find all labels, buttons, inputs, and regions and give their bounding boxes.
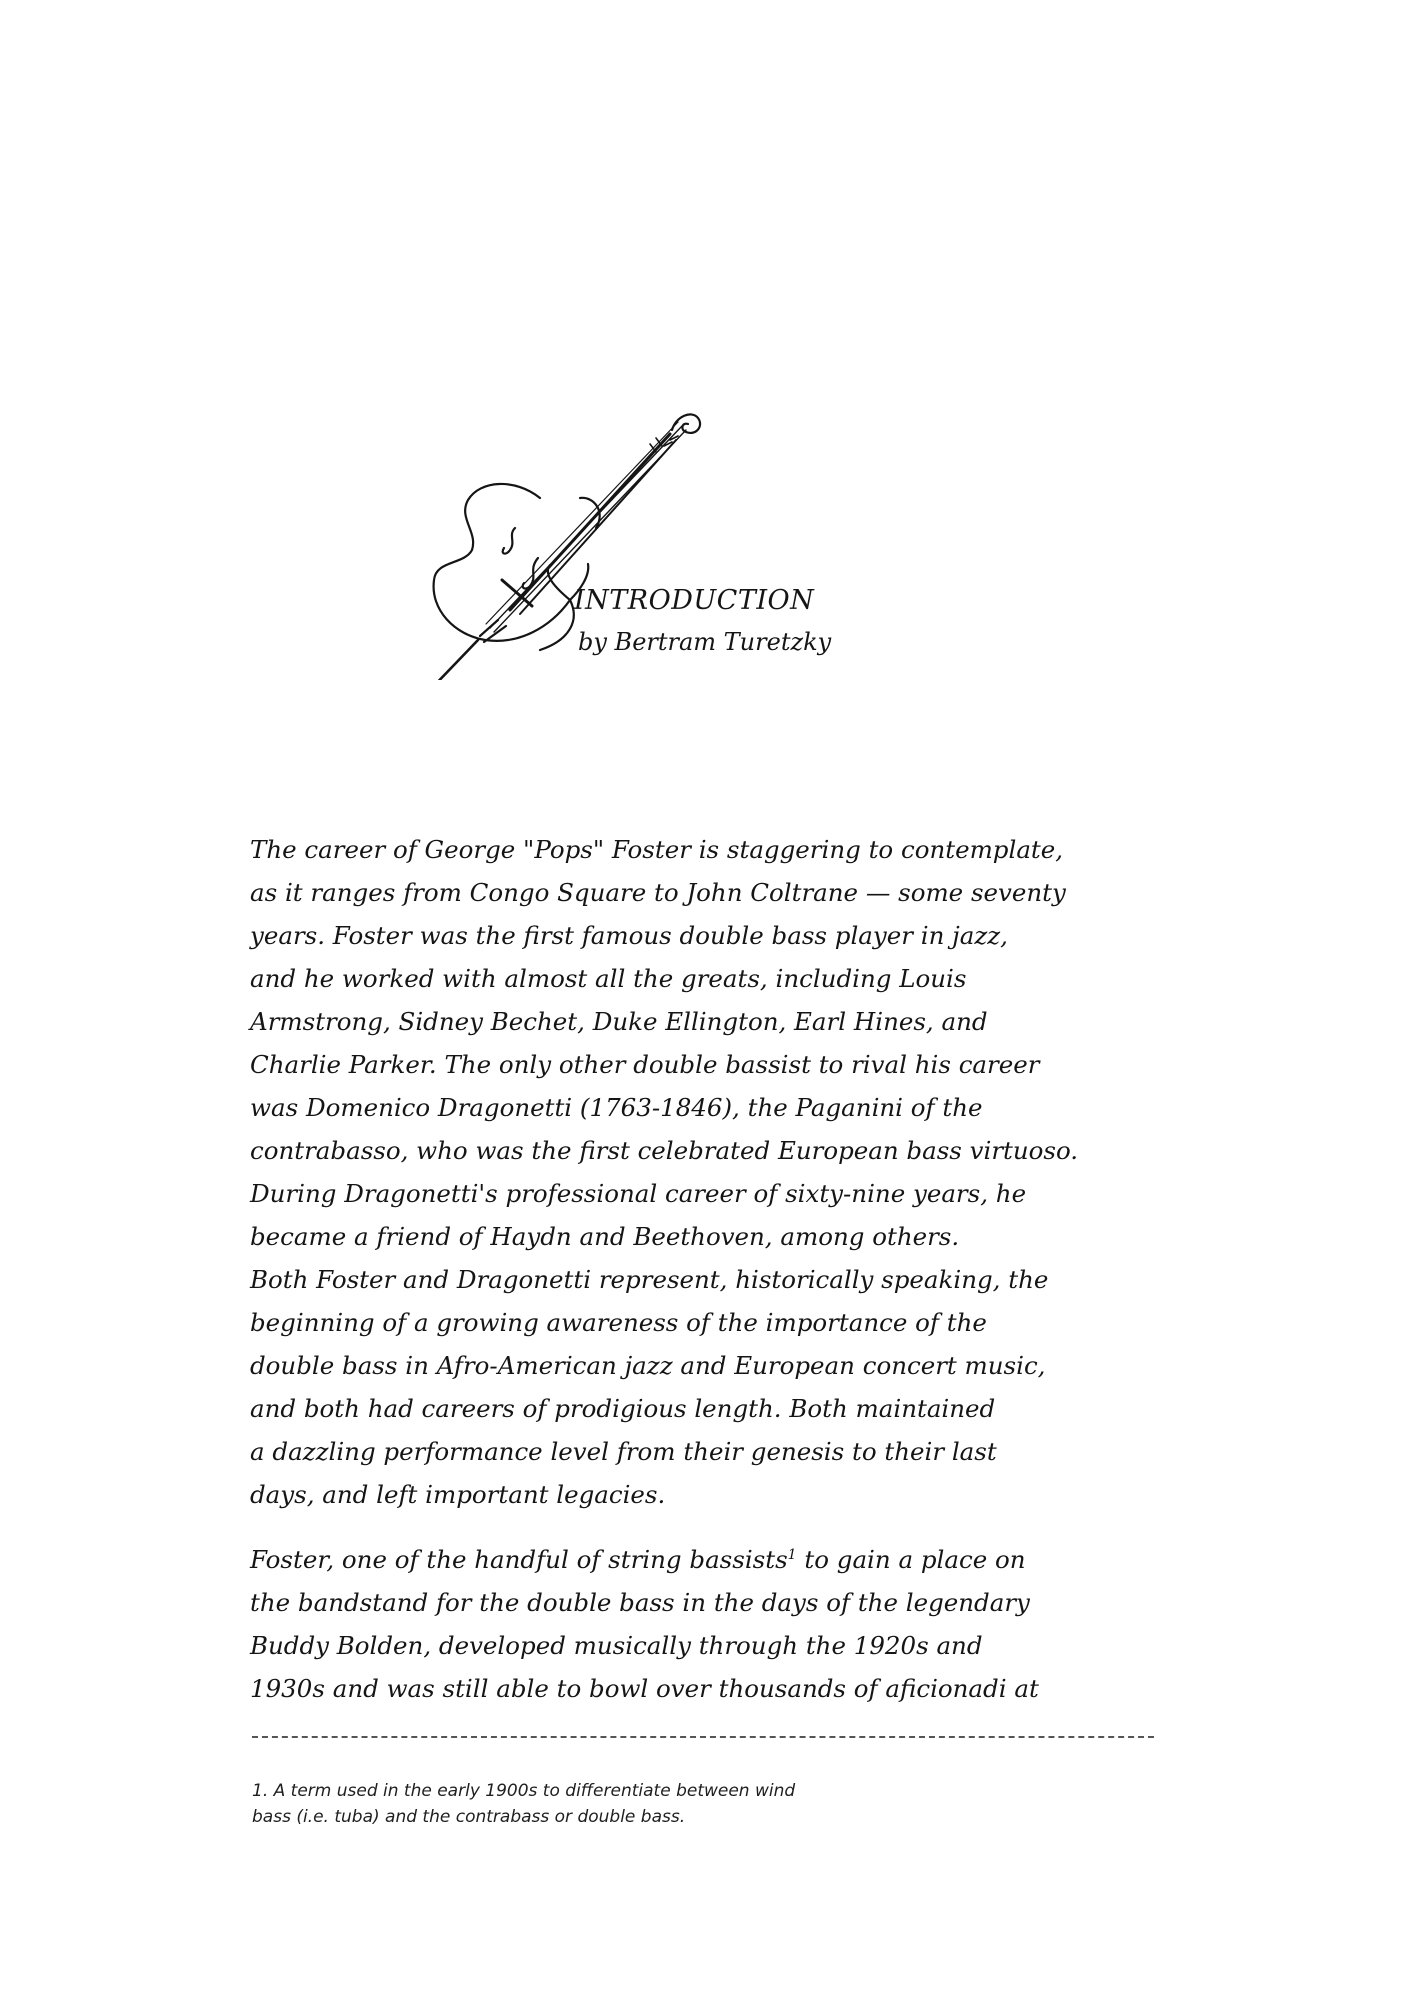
paragraph-line: Both Foster and Dragonetti represent, historically speaking, the (250, 1265, 1049, 1294)
paragraph-2 (250, 1538, 1150, 1710)
footnote (252, 1778, 1012, 1830)
paragraph-line: the bandstand for the double bass in the days of the legendary (250, 1588, 1030, 1617)
heading (574, 584, 831, 658)
footnote-line: bass (i.e. tuba) and the contrabass or double bass. (252, 1807, 686, 1827)
paragraph-line: Buddy Bolden, developed musically through the 1920s and (250, 1631, 983, 1660)
paragraph-line: contrabasso, who was the first celebrated European bass virtuoso. (250, 1136, 1079, 1165)
paragraph-line: was Domenico Dragonetti (1763-1846), the Paganini of the (250, 1093, 983, 1122)
paragraph-line: During Dragonetti's professional career of sixty-nine years, he (250, 1179, 1027, 1208)
footnote-line: 1. A term used in the early 1900s to differentiate between wind (252, 1781, 796, 1801)
paragraph-line: double bass in Afro-American jazz and European concert music, (250, 1351, 1046, 1380)
paragraph-line: days, and left important legacies. (250, 1480, 666, 1509)
paragraph-line-end: to gain a place on (796, 1545, 1026, 1574)
paragraph-line: a dazzling performance level from their genesis to their last (250, 1437, 997, 1466)
paragraph-line: as it ranges from Congo Square to John Coltrane — some seventy (250, 878, 1066, 907)
paragraph-line: beginning of a growing awareness of the importance of the (250, 1308, 987, 1337)
footnote-reference: 1 (787, 1546, 797, 1563)
heading-title: INTRODUCTION (574, 585, 815, 616)
paragraph-line: became a friend of Haydn and Beethoven, among others. (250, 1222, 960, 1251)
paragraph-line: and he worked with almost all the greats, including Louis (250, 964, 967, 993)
heading-byline: by Bertram Turetzky (578, 628, 832, 656)
paragraph-line: The career of George "Pops" Foster is staggering to contemplate, (250, 835, 1064, 864)
paragraph-line: years. Foster was the first famous double bass player in jazz, (250, 921, 1008, 950)
paragraph-line: 1930s and was still able to bowl over thousands of aficionadi at (250, 1674, 1039, 1703)
paragraph-line (250, 1538, 1150, 1581)
footnote-divider (252, 1736, 1154, 1738)
paragraph-1 (250, 828, 1150, 1516)
paragraph-line: Armstrong, Sidney Bechet, Duke Ellington, Earl Hines, and (250, 1007, 988, 1036)
paragraph-line-start: Foster, one of the handful of string bassists (250, 1545, 788, 1574)
paragraph-line: Charlie Parker. The only other double bassist to rival his career (250, 1050, 1040, 1079)
paragraph-line: and both had careers of prodigious length. Both maintained (250, 1394, 996, 1423)
